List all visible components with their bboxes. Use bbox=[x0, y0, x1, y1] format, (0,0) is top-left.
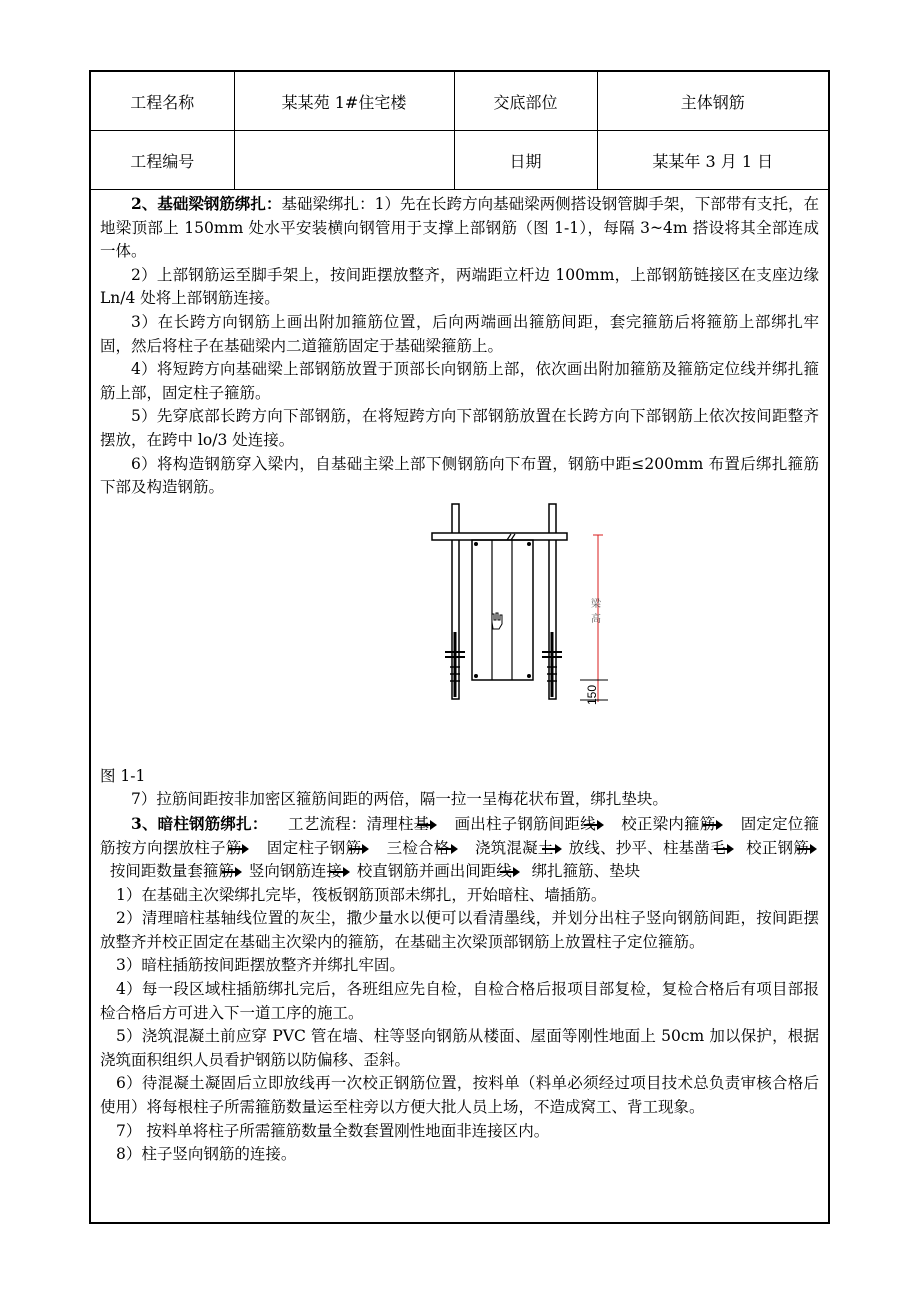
section3-step5: 5）浇筑混凝土前应穿 PVC 管在墙、柱等竖向钢筋从楼面、屋面等刚性地面上 50cm 加以保护，根据浇筑面积组织人员看护钢筋以防偏移、歪斜。 bbox=[100, 1027, 819, 1069]
header-row bbox=[91, 72, 828, 131]
beam-cage bbox=[472, 540, 533, 680]
section2-step7: 7）拉筋间距按非加密区箍筋间距的两倍，隔一拉一呈梅花状布置，绑扎垫块。 bbox=[131, 790, 668, 809]
flow-step: 校正钢筋 bbox=[746, 838, 809, 857]
flow-step: 清理柱基 bbox=[366, 814, 430, 833]
date-value: 某某年 3 月 1 日 bbox=[597, 131, 828, 190]
content-body bbox=[91, 190, 828, 1167]
flow-step: 浇筑混凝土 bbox=[474, 838, 554, 857]
arrow-icon bbox=[438, 844, 458, 854]
section3-step2: 2）清理暗柱基轴线位置的灰尘，撒少量水以便可以看清墨线，并划分出柱子竖向钢筋间距，按间距摆放整齐并校正固定在基础主次梁内的箍筋，在基础主次梁顶部钢筋上放置柱子定位箍筋。 bbox=[100, 909, 819, 951]
left-support bbox=[445, 632, 465, 697]
section2-step3: 3）在长跨方向钢筋上画出附加箍筋位置，后向两端画出箍筋间距，套完箍筋后将箍筋上部绑扎牢固，然后将柱子在基础梁内二道箍筋固定于基础梁箍筋上。 bbox=[100, 312, 819, 355]
disclosure-part-value: 主体钢筋 bbox=[597, 72, 828, 131]
flow-step: 按间距数量套箍筋 bbox=[109, 862, 234, 881]
section2-step5: 5）先穿底部长跨方向下部钢筋，在将短跨方向下部钢筋放置在长跨方向下部钢筋上依次按间距整齐摆放，在跨中 lo/3 处连接。 bbox=[100, 407, 819, 449]
section3-step4: 4）每一段区域柱插筋绑扎完后，各班组应先自检，自检合格后报项目部复检，复检合格后有项目部报检合格后方可进入下一道工序的施工。 bbox=[100, 980, 819, 1022]
flow-label: 工艺流程： bbox=[288, 814, 367, 833]
section2-paragraph bbox=[100, 192, 819, 264]
dimension-label-height: 高 bbox=[591, 613, 601, 625]
figure-caption: 图 1-1 bbox=[100, 766, 146, 785]
header-row bbox=[91, 131, 828, 190]
flow-step: 校正梁内箍筋 bbox=[621, 814, 716, 833]
section3-step1: 1）在基础主次梁绑扎完毕，筏板钢筋顶部未绑扎，开始暗柱、墙插筋。 bbox=[116, 885, 607, 904]
arrow-icon bbox=[229, 844, 249, 854]
section3-title: 3、暗柱钢筋绑扎： bbox=[131, 813, 268, 833]
project-name-label: 工程名称 bbox=[91, 72, 234, 131]
flow-step: 画出柱子钢筋间距线 bbox=[454, 814, 596, 833]
header-table bbox=[91, 72, 828, 190]
arrow-icon bbox=[584, 820, 604, 830]
disclosure-part-label: 交底部位 bbox=[454, 72, 597, 131]
hand-icon bbox=[492, 613, 502, 629]
flow-step: 竖向钢筋连接 bbox=[248, 862, 342, 881]
flow-step: 三检合格 bbox=[386, 838, 450, 857]
section3-step8: 8）柱子竖向钢筋的连接。 bbox=[116, 1145, 297, 1164]
section2-title: 2、基础梁钢筋绑扎： bbox=[131, 194, 282, 213]
flow-step: 校直钢筋并画出间距线 bbox=[356, 862, 512, 881]
arrow-icon bbox=[349, 844, 369, 854]
horizontal-pipe bbox=[432, 533, 567, 540]
dimension-value: 150 bbox=[585, 684, 599, 705]
right-support bbox=[542, 632, 562, 697]
beam-scaffold-diagram bbox=[430, 502, 610, 712]
date-label: 日期 bbox=[454, 131, 597, 190]
rebar-dot bbox=[474, 674, 478, 678]
rebar-dot bbox=[527, 542, 531, 546]
section3-step3: 3）暗柱插筋按间距摆放整齐并绑扎牢固。 bbox=[116, 956, 405, 975]
arrow-icon bbox=[797, 844, 817, 854]
section2-step4: 4）将短跨方向基础梁上部钢筋放置于顶部长向钢筋上部，依次画出附加箍筋及箍筋定位线并绑扎箍筋上部，固定柱子箍筋。 bbox=[100, 360, 819, 402]
flow-step: 放线、抄平、柱基凿毛 bbox=[568, 838, 726, 857]
arrow-icon bbox=[714, 844, 734, 854]
arrow-icon bbox=[330, 867, 350, 877]
arrow-icon bbox=[222, 867, 242, 877]
disclosure-sheet bbox=[89, 70, 830, 1224]
arrow-icon bbox=[542, 844, 562, 854]
flow-step: 固定柱子钢筋 bbox=[266, 838, 362, 857]
section2-text: 基础梁绑扎：1）先在长跨方向基础梁两侧搭设钢管脚手架，下部带有支托，在地梁顶部上 150mm 处水平安装横向钢管用于支撑上部钢筋（图 1-1），每隔 3~4m 搭设将其全部连成一体。 bbox=[100, 195, 819, 261]
dimension-label-beam: 梁 bbox=[591, 598, 601, 610]
rebar-dot bbox=[527, 674, 531, 678]
section3-flow bbox=[100, 812, 819, 884]
arrow-icon bbox=[500, 867, 520, 877]
flow-step: 固定定位箍筋按方向摆放柱子筋 bbox=[100, 814, 819, 857]
section3-step7: 7） 按料单将柱子所需箍筋数量全数套置刚性地面非连接区内。 bbox=[116, 1121, 550, 1140]
project-number-value bbox=[234, 131, 454, 190]
project-name-value: 某某苑 1#住宅楼 bbox=[234, 72, 454, 131]
section2-step6: 6）将构造钢筋穿入梁内，自基础主梁上部下侧钢筋向下布置，钢筋中距≤200mm 布置后绑扎箍筋下部及构造钢筋。 bbox=[100, 454, 819, 497]
figure-1-1 bbox=[100, 500, 819, 765]
flow-step: 绑扎箍筋、垫块 bbox=[531, 862, 641, 881]
project-number-label: 工程编号 bbox=[91, 131, 234, 190]
arrow-icon bbox=[417, 820, 437, 830]
rebar-dot bbox=[474, 542, 478, 546]
section3-step6: 6）待混凝土凝固后立即放线再一次校正钢筋位置，按料单（料单必须经过项目技术总负责审核合格后使用）将每根柱子所需箍筋数量运至柱旁以方便大批人员上场，不造成窝工、背工现象。 bbox=[100, 1074, 819, 1117]
arrow-icon bbox=[703, 820, 723, 830]
section2-step2: 2）上部钢筋运至脚手架上，按间距摆放整齐，两端距立杆边 100mm，上部钢筋链接区在支座边缘 Ln/4 处将上部钢筋连接。 bbox=[100, 265, 819, 308]
